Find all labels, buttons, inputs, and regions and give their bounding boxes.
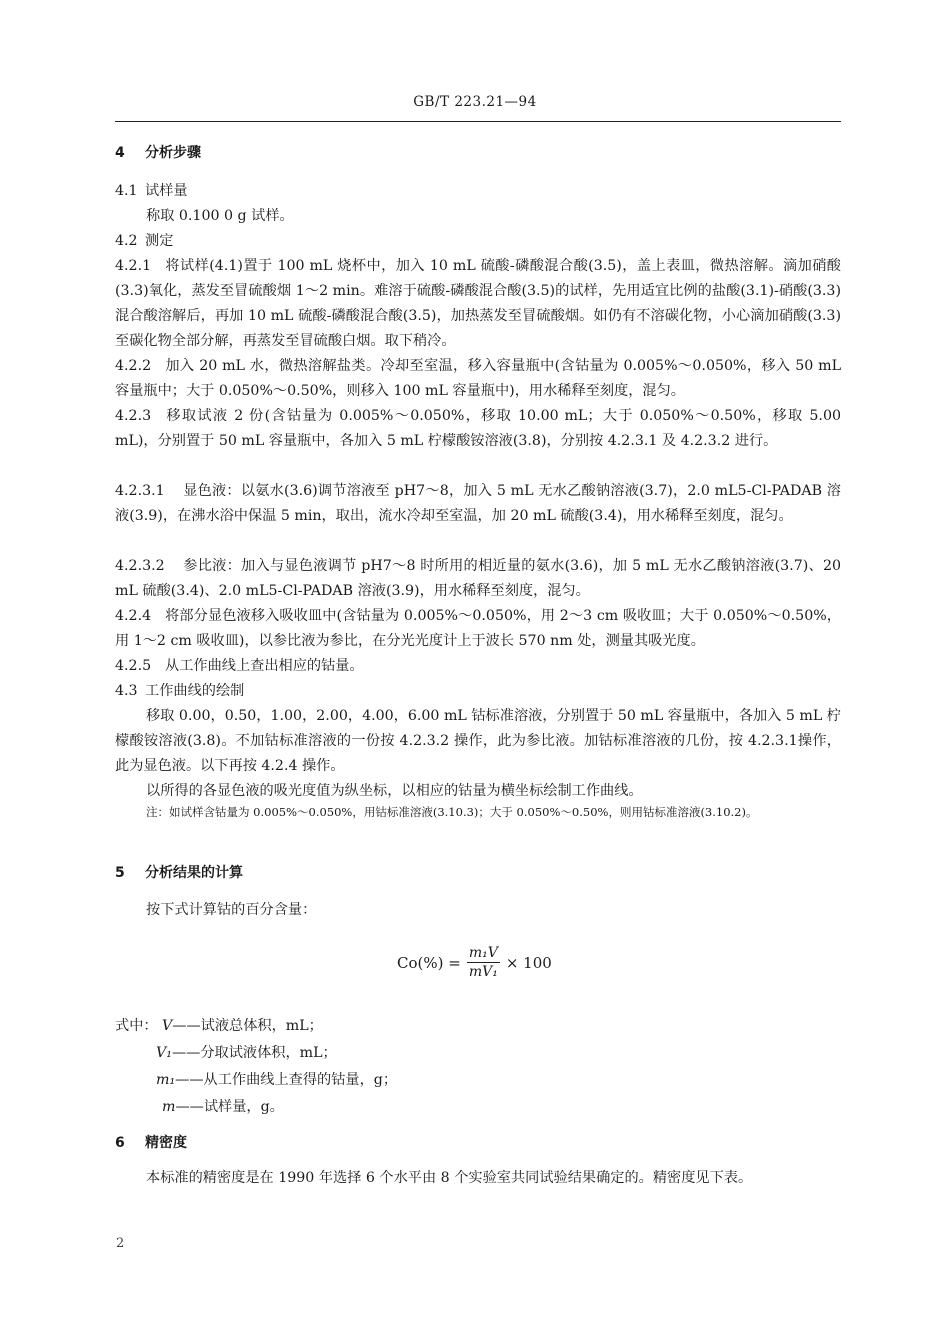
header-rule	[115, 121, 841, 122]
page-number: 2	[116, 1236, 125, 1251]
paragraph-4-2-5: 4.2.5 从工作曲线上查出相应的钴量。	[115, 658, 364, 674]
where-item: m——试样量，g。	[162, 1099, 284, 1115]
section-6-body: 本标准的精密度是在 1990 年选择 6 个水平由 8 个实验室共同试验结果确定的。精密度见下表。	[146, 1170, 753, 1186]
section-4-3-heading: 4.3 工作曲线的绘制	[115, 683, 245, 699]
section-title: 分析步骤	[145, 145, 201, 161]
where-item: m₁——从工作曲线上查得的钴量，g；	[156, 1072, 398, 1088]
formula-numerator: m₁V	[468, 945, 498, 961]
cobalt-formula	[397, 945, 552, 980]
paragraph-4-3-curve: 以所得的各显色液的吸光度值为纵坐标，以相应的钴量为横坐标绘制工作曲线。	[146, 783, 643, 799]
paragraph-4-2-1: 4.2.1 将试样(4.1)置于 100 mL 烧杯中，加入 10 mL 硫酸-磷酸混合酸(3.5)，盖上表皿，微热溶解。滴加硝酸(3.3)氧化，蒸发至冒硫酸烟 1～2 min。难溶于硫酸-磷酸混合酸(3.5)的试样，先用适宜比例的盐酸(3.1)-硝酸(3.3)混合酸溶解后，再加 10 mL 硫酸-磷酸混合酸(3.5)，加热蒸发至冒硫酸烟。如仍有不溶碳化物，小心滴加硝酸(3.3)至碳化物全部分解，再蒸发至冒硫酸白烟。取下稍冷。	[115, 258, 841, 349]
where-label: 式中：	[115, 1018, 158, 1034]
section-number: 4	[115, 145, 125, 161]
section-5-heading: 5 分析结果的计算	[115, 865, 243, 881]
section-4-1-body: 称取 0.100 0 g 试样。	[146, 208, 294, 224]
section-6-heading: 6 精密度	[115, 1135, 187, 1151]
page-header: GB/T 223.21—94	[413, 94, 537, 110]
note: 注：如试样含钴量为 0.005%～0.050%，用钴标准溶液(3.10.3)；大于 0.050%～0.50%，则用钴标准溶液(3.10.2)。	[146, 805, 758, 819]
paragraph-4-2-3-1: 4.2.3.1 显色液：以氨水(3.6)调节溶液至 pH7～8，加入 5 mL 无水乙酸钠溶液(3.7)，2.0 mL5-Cl-PADAB 溶液(3.9)，在沸水浴中保温 5 min，取出，流水冷却至室温，加 20 mL 硫酸(3.4)，用水稀释至刻度，混匀。	[115, 483, 841, 524]
paragraph-4-2-3-2: 4.2.3.2 参比液：加入与显色液调节 pH7～8 时所用的相近量的氨水(3.6)，加 5 mL 无水乙酸钠溶液(3.7)、20 mL 硫酸(3.4)、2.0 mL5-Cl-PADAB 溶液(3.9)，用水稀释至刻度，混匀。	[115, 558, 841, 599]
where-item: V₁——分取试液体积，mL；	[156, 1045, 337, 1061]
paragraph-4-2-4: 4.2.4 将部分显色液移入吸收皿中(含钴量为 0.005%～0.050%，用 2～3 cm 吸收皿；大于 0.050%～0.50%，用 1～2 cm 吸收皿)，以参比液为参比，在分光光度计上于波长 570 nm 处，测量其吸光度。	[115, 608, 841, 649]
section-4-1-heading: 4.1 试样量	[115, 183, 188, 199]
section-4-heading	[115, 141, 841, 166]
formula-lhs: Co(%) =	[397, 953, 461, 972]
paragraph-4-3-body: 移取 0.00，0.50，1.00，2.00，4.00，6.00 mL 钴标准溶液，分别置于 50 mL 容量瓶中，各加入 5 mL 柠檬酸铵溶液(3.8)。不加钴标准溶液的一份按 4.2.3.2 操作，此为参比液。加钴标准溶液的几份，按 4.2.3.1操作，此为显色液。以下再按 4.2.4 操作。	[115, 708, 841, 774]
where-item: V——试液总体积，mL；	[162, 1018, 323, 1034]
section-4-2-heading: 4.2 测定	[115, 233, 174, 249]
section-5-intro: 按下式计算钴的百分含量：	[146, 902, 317, 918]
formula-fraction	[467, 945, 500, 980]
formula-rhs: × 100	[505, 953, 552, 972]
formula-denominator: mV₁	[468, 964, 498, 980]
paragraph-4-2-2: 4.2.2 加入 20 mL 水，微热溶解盐类。冷却至室温，移入容量瓶中(含钴量为 0.005%～0.050%，移入 50 mL 容量瓶中；大于 0.050%～0.50%，则移入 100 mL 容量瓶中)，用水稀释至刻度，混匀。	[115, 358, 841, 399]
paragraph-4-2-3: 4.2.3 移取试液 2 份(含钴量为 0.005%～0.050%，移取 10.00 mL；大于 0.050%～0.50%，移取 5.00 mL)，分别置于 50 mL 容量瓶中，各加入 5 mL 柠檬酸铵溶液(3.8)，分别按 4.2.3.1 及 4.2.3.2 进行。	[115, 408, 841, 449]
